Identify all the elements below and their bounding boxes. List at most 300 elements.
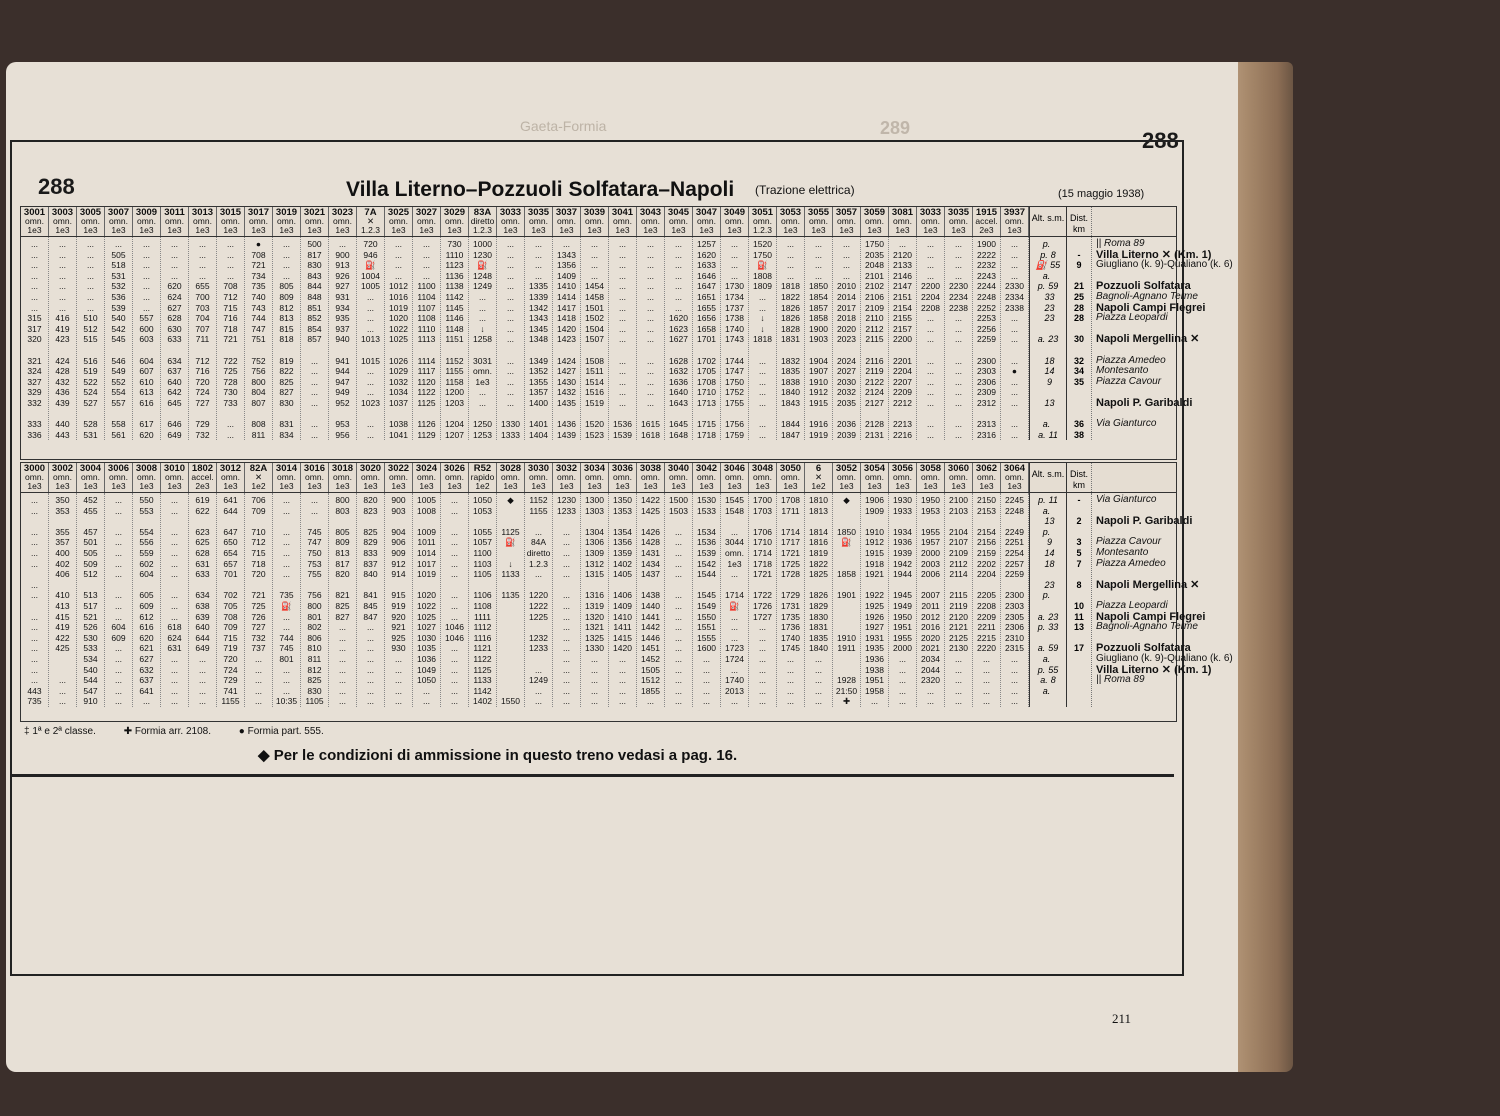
time-cell: 1009 [417,526,436,537]
time-cell: ... [954,366,963,377]
time-cell: 720 [251,569,266,580]
time-cell: 1253 [473,429,492,440]
time-cell: 2013 [725,685,744,696]
time-cell: 1108 [473,600,492,611]
time-cell: 2204 [921,291,940,302]
time-cell: 1555 [697,632,716,643]
time-cell: 1011 [417,537,436,548]
time-cell [441,345,468,356]
time-cell: 2017 [837,302,856,313]
time-cell: 609 [139,600,154,611]
time-cell: ... [394,249,403,260]
time-cell: 1022 [417,600,436,611]
time-cell: 725 [251,600,266,611]
time-cell: 801 [307,611,322,622]
time-cell: ... [338,622,347,633]
train-number: 3003 [51,207,74,218]
time-cell: ... [450,600,459,611]
time-cell: 2254 [1005,547,1024,558]
time-cell: 2303 [1005,600,1024,611]
time-cell: ... [646,334,655,345]
time-cell: 1809 [753,281,772,292]
time-cell: 728 [223,376,238,387]
time-cell: 1029 [389,366,408,377]
time-cell: 1111 [473,611,492,622]
time-cell: 424 [55,355,70,366]
time-cell [525,345,552,356]
time-cell: 600 [139,323,154,334]
time-cell: 813 [279,313,294,324]
altitude-value: 13 [1044,516,1055,527]
time-cell: ... [142,249,151,260]
time-cell: 1027 [417,622,436,633]
time-cell [77,345,104,356]
time-cell [917,345,944,356]
train-number: 3036 [611,463,634,474]
time-cell [161,409,188,420]
time-cell: ... [282,675,291,686]
altitude-cell [1030,313,1066,324]
time-cell: 1053 [473,505,492,516]
time-cell: 1458 [585,291,604,302]
time-cell: 2259 [1005,569,1024,580]
altitude-cell [1030,665,1066,676]
altitude-cell [1030,271,1066,282]
station-column [1092,237,1233,440]
train-number: 3006 [107,463,130,474]
time-cell [1001,345,1028,356]
time-cell: 747 [251,323,266,334]
time-cell: ... [506,302,515,313]
time-cell: 1536 [613,419,632,430]
time-cell: 1330 [585,643,604,654]
time-cell: 1249 [529,675,548,686]
time-cell [861,409,888,420]
altitude-value: 8 [1050,249,1056,260]
time-cell: 1721 [753,569,772,580]
time-cell: 554 [139,526,154,537]
time-cell: 821 [335,590,350,601]
time-cell [21,569,48,580]
time-cell: 1813 [809,505,828,516]
time-cell: 610 [139,376,154,387]
time-cell: 1107 [417,302,436,313]
time-cell: ... [478,313,487,324]
time-cell: 539 [111,302,126,313]
time-cell: ... [618,397,627,408]
distance-cell: 25 [1073,291,1084,302]
time-cell: ... [730,611,739,622]
time-cell: 1013 [361,334,380,345]
altitude-cell [1030,430,1066,441]
time-cell [889,580,916,591]
time-cell: 1125 [501,526,520,537]
time-cell: ... [282,664,291,675]
train-class: 1e3 [671,225,686,235]
arrival-departure-mark: a. [1042,419,1051,430]
time-cell: ... [310,387,319,398]
time-cell: 844 [307,281,322,292]
time-cell [497,675,524,686]
train-class: 1e3 [951,481,966,491]
time-cell: ... [310,495,319,505]
train-type: omn. [529,472,548,482]
time-cell: 1632 [669,366,688,377]
time-cell [357,580,384,591]
time-cell: 1152 [529,495,548,505]
time-cell: 2248 [1005,505,1024,516]
time-cell [21,516,48,527]
time-cell: 327 [27,376,42,387]
train-number: 3081 [891,207,914,218]
time-cell: ... [1010,323,1019,334]
time-cell: 745 [279,643,294,654]
time-cell: 848 [307,291,322,302]
time-cell [973,516,1000,527]
time-cell: 840 [363,569,378,580]
time-cell: 2334 [1005,291,1024,302]
time-cell: 1133 [473,675,492,686]
train-number: 3027 [415,207,438,218]
time-cell: ... [618,302,627,313]
train-class: 1e2 [251,481,266,491]
train-class: 1.2.3 [361,225,380,235]
train-class: 1e3 [839,225,854,235]
altitude-value: 33 [1048,622,1059,633]
time-cell: ... [674,260,683,271]
station-name: Piazza Cavour [1096,536,1162,548]
time-cell: 1539 [613,429,632,440]
train-number: 3022 [387,463,410,474]
time-cell: 825 [307,675,322,686]
time-cell: 1414 [557,291,576,302]
time-cell: 1931 [865,632,884,643]
time-cell: 517 [83,600,98,611]
train-column [889,237,917,440]
train-header [105,207,133,236]
time-cell: 1432 [557,387,576,398]
time-cell: ... [226,270,235,281]
train-type: omn. [361,472,380,482]
time-cell: 524 [83,387,98,398]
time-cell: 1152 [445,355,464,366]
train-header [525,463,553,492]
time-cell: 802 [307,622,322,633]
time-cell: 2116 [865,355,884,366]
time-cell: ... [562,685,571,696]
time-cell: ... [30,643,39,654]
time-cell: ... [394,239,403,249]
time-cell: ... [86,270,95,281]
time-cell [973,409,1000,420]
time-cell: 1549 [697,600,716,611]
time-cell: 1550 [501,696,520,707]
time-cell: ... [366,366,375,377]
time-cell: ... [562,558,571,569]
time-cell: 353 [55,505,70,516]
time-cell: 1023 [361,397,380,408]
train-header [693,207,721,236]
altitude-cell [1030,324,1066,335]
time-cell: 1511 [585,366,604,377]
time-cell [301,409,328,420]
time-cell [217,409,244,420]
time-cell: 510 [83,313,98,324]
train-header [413,207,441,236]
time-cell: 2120 [893,249,912,260]
time-cell: 1835 [781,366,800,377]
time-cell: ... [58,270,67,281]
train-class: 1e3 [27,225,42,235]
train-type: omn. [837,472,856,482]
train-class: 1e3 [391,481,406,491]
time-cell [1001,409,1028,420]
time-cell: 827 [279,387,294,398]
time-cell: 1335 [529,281,548,292]
time-cell: 920 [391,611,406,622]
time-cell: ... [618,366,627,377]
time-cell: 2127 [865,397,884,408]
time-cell: 2133 [893,260,912,271]
time-cell: 810 [307,643,322,654]
time-cell: 2003 [921,558,940,569]
time-cell: 1404 [529,429,548,440]
distance-cell: 32 [1073,355,1084,366]
train-column [21,237,49,440]
time-cell: 1550 [697,611,716,622]
train-header [917,463,945,492]
time-cell: 1643 [669,397,688,408]
time-cell: 1114 [417,355,436,366]
time-cell: 815 [279,323,294,334]
time-cell: 931 [335,291,350,302]
time-cell: ... [926,355,935,366]
train-type: omn. [1005,216,1024,226]
time-cell: 1731 [781,600,800,611]
time-cell: ... [310,366,319,377]
train-class: 1e3 [83,225,98,235]
time-cell: ... [366,664,375,675]
time-cell: 607 [139,366,154,377]
time-cell: ... [506,366,515,377]
time-cell: ... [954,419,963,430]
time-cell: ... [534,249,543,260]
time-cell: 1258 [473,334,492,345]
time-cell [413,345,440,356]
time-cell: 317 [27,323,42,334]
time-cell: 1831 [781,334,800,345]
time-cell: 547 [83,685,98,696]
time-cell: 554 [111,387,126,398]
time-cell: ... [170,495,179,505]
train-number: 3033 [919,207,942,218]
time-cell: ... [394,685,403,696]
time-cell: 545 [111,334,126,345]
time-cell: 1151 [445,334,464,345]
train-column [665,237,693,440]
time-cell: 721 [223,334,238,345]
time-cell [497,580,524,591]
train-class: 1e3 [55,481,70,491]
train-column [357,237,385,440]
time-cell: ... [562,675,571,686]
time-cell: 2121 [949,622,968,633]
train-class: 1e3 [783,225,798,235]
time-cell: ... [954,239,963,249]
distance-cell [1067,665,1091,676]
train-header [441,463,469,492]
time-cell [525,654,552,665]
time-cell: 1901 [837,590,856,601]
time-cell: ... [114,696,123,707]
train-type: omn. [165,472,184,482]
train-number: 3016 [303,463,326,474]
time-cell: 1104 [417,291,436,302]
distance-cell: 9 [1076,260,1082,271]
train-number: 3058 [919,463,942,474]
time-cell: 953 [335,419,350,430]
footnotes [24,726,324,737]
train-header [273,207,301,236]
time-cell: 526 [83,622,98,633]
train-column [777,237,805,440]
time-cell: 1108 [417,313,436,324]
train-type: accel. [975,216,998,226]
time-cell: 2252 [977,302,996,313]
train-type: omn. [249,216,268,226]
time-cell: 1035 [417,643,436,654]
train-header [945,463,973,492]
time-cell: ... [674,569,683,580]
time-cell: ... [618,696,627,707]
time-cell: 2300 [977,355,996,366]
time-cell: ... [954,429,963,440]
time-cell: 1220 [529,590,548,601]
time-cell: 1736 [781,622,800,633]
time-cell [189,580,216,591]
train-class: 1e3 [699,225,714,235]
time-cell: ... [30,664,39,675]
time-cell: 702 [223,590,238,601]
arrival-departure-mark: p. [1038,495,1046,505]
time-cell: 720 [363,239,378,249]
time-cell: 1400 [529,397,548,408]
time-cell: 1123 [445,260,464,271]
time-cell: 805 [279,281,294,292]
train-class: 1e3 [727,225,742,235]
time-cell: ... [562,526,571,537]
train-type: omn. [977,472,996,482]
train-type: omn. [613,472,632,482]
train-class: 1e3 [223,481,238,491]
altitude-value: 14 [1044,547,1055,558]
time-cell: 1826 [809,590,828,601]
station-name: Bagnoli-Agnano Terme [1096,621,1198,633]
time-cell: ... [646,302,655,313]
time-cell [833,654,860,665]
station-name: Montesanto [1096,365,1149,377]
time-cell: ... [618,281,627,292]
train-column [105,237,133,440]
train-column [637,237,665,440]
train-column [441,493,469,707]
time-cell: ... [730,569,739,580]
time-cell: 1725 [781,558,800,569]
time-cell: 926 [335,270,350,281]
time-cell: 1014 [417,547,436,558]
time-cell: ... [954,653,963,664]
time-cell: 1935 [865,643,884,654]
time-cell: 1858 [809,313,828,324]
time-cell: 1829 [809,600,828,611]
time-cell [497,601,524,612]
time-cell: ... [114,675,123,686]
time-cell: 721 [251,590,266,601]
time-cell: 419 [55,323,70,334]
altitude-value: 18 [1044,355,1055,366]
train-header [357,207,385,236]
time-cell: 1944 [893,569,912,580]
time-cell: 1647 [697,281,716,292]
train-type: omn. [277,472,296,482]
time-cell: 546 [111,355,126,366]
train-header [217,463,245,492]
time-cell: ... [254,653,263,664]
train-type: accel. [191,472,214,482]
time-cell: ... [282,239,291,249]
altitude-cell [1030,580,1066,591]
time-cell: 1710 [753,537,772,548]
time-cell: ... [506,313,515,324]
time-cell: ... [170,611,179,622]
time-cell: 1620 [697,249,716,260]
time-cell: ... [422,249,431,260]
time-cell [133,580,160,591]
train-type: omn. [333,216,352,226]
time-cell: 2000 [921,547,940,558]
time-cell: 716 [223,313,238,324]
altitude-value: 23 [1048,334,1059,345]
time-cell: 709 [223,622,238,633]
time-cell: ... [506,387,515,398]
time-cell: 2120 [949,611,968,622]
time-cell: 457 [83,526,98,537]
time-cell: 724 [223,664,238,675]
train-header [497,207,525,236]
time-cell: ... [394,675,403,686]
time-cell: ... [478,291,487,302]
train-column [861,493,889,707]
train-column [525,493,553,707]
train-class: 1e3 [531,225,546,235]
time-cell [385,409,412,420]
time-cell [413,580,440,591]
time-cell: ... [1010,664,1019,675]
time-cell: 1648 [669,429,688,440]
train-column [497,493,525,707]
train-type: omn. [53,472,72,482]
time-cell: 500 [307,239,322,249]
time-cell [301,345,328,356]
time-cell: ... [338,643,347,654]
time-cell: 805 [335,526,350,537]
train-column [945,237,973,440]
distance-cell [1067,590,1091,601]
time-cell [329,409,356,420]
time-cell: ... [1010,387,1019,398]
time-cell: ... [30,611,39,622]
time-cell [833,559,860,570]
